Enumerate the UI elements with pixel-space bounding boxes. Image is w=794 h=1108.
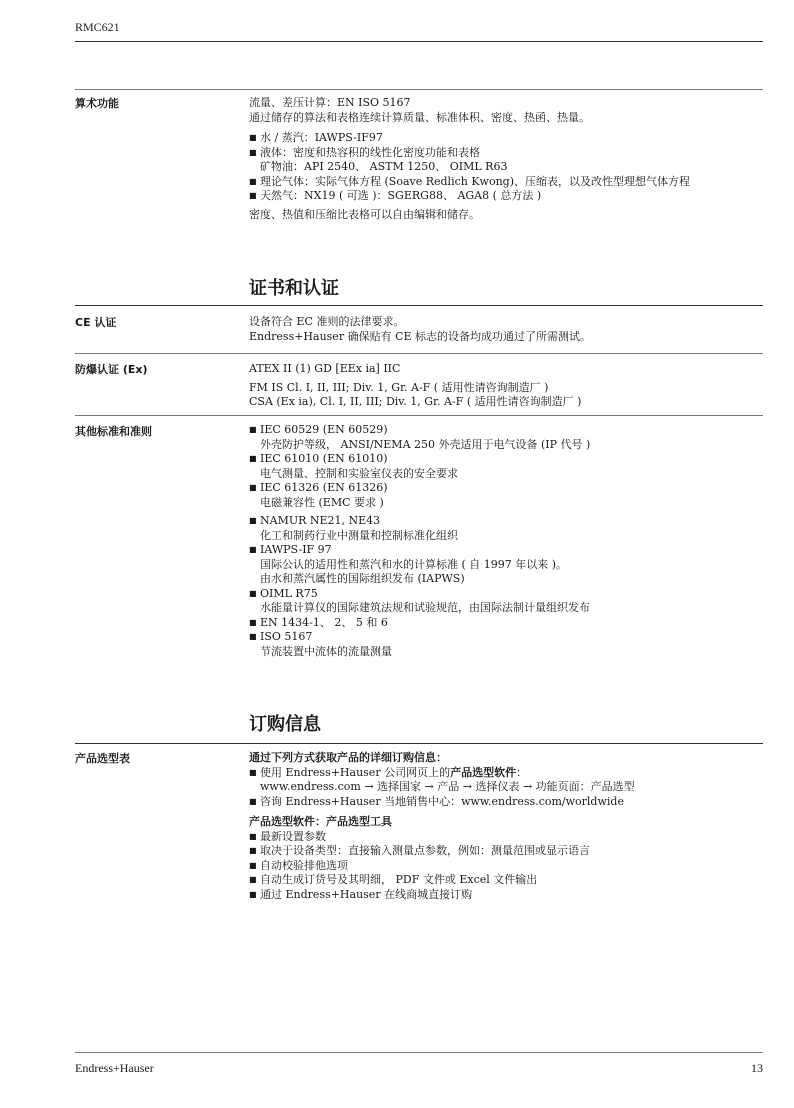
row-divider bbox=[75, 353, 763, 354]
footer-rule bbox=[75, 1052, 763, 1053]
arith-list bbox=[249, 131, 763, 204]
list-item: ■ ISO 5167 节流装置中流体的流量测量 bbox=[249, 630, 763, 659]
ex-line: ATEX II (1) GD [EEx ia] IIC bbox=[249, 362, 401, 375]
list-item: ■ 取决于设备类型：直接输入测量点参数，例如：测量范围或显示语言 bbox=[249, 844, 763, 859]
list-item: ■ 天然气：NX19 ( 可选 )：SGERG88、 AGA8 ( 总方法 ) bbox=[249, 189, 763, 204]
section-title-ordering: 订购信息 bbox=[249, 714, 321, 735]
row-divider bbox=[75, 415, 763, 416]
standards-list bbox=[249, 423, 763, 510]
list-item: ■ 咨询 Endress+Hauser 当地销售中心：www.endress.com/worldwide bbox=[249, 795, 763, 810]
ex-content bbox=[249, 362, 763, 410]
row-divider bbox=[75, 89, 763, 90]
arith-line: 流量、差压计算：EN ISO 5167 bbox=[249, 96, 411, 109]
configurator-list bbox=[249, 830, 763, 903]
list-item: ■ IEC 61326 (EN 61326) 电磁兼容性 (EMC 要求 ) bbox=[249, 481, 763, 510]
ce-line: 设备符合 EC 准则的法律要求。 bbox=[249, 315, 405, 328]
other-standards-content bbox=[249, 423, 763, 659]
ordering-content bbox=[249, 751, 763, 902]
list-item: ■ 水 / 蒸汽：IAWPS-IF97 bbox=[249, 131, 763, 146]
list-item: ■ 自动校验排他选项 bbox=[249, 859, 763, 874]
list-item: ■ 液体：密度和热容积的线性化密度功能和表格 矿物油：API 2540、 ASTM 1250、 OIML R63 bbox=[249, 146, 763, 175]
list-item: ■ OIML R75 水能量计算仪的国际建筑法规和试验规范，由国际法制计量组织发布 bbox=[249, 587, 763, 616]
list-item: ■ 通过 Endress+Hauser 在线商城直接订购 bbox=[249, 888, 763, 903]
ce-label: CE 认证 bbox=[75, 316, 117, 329]
footer-company: Endress+Hauser bbox=[75, 1061, 154, 1075]
section-rule bbox=[75, 305, 763, 306]
other-standards-label: 其他标准和准则 bbox=[75, 425, 152, 438]
ordering-intro: 通过下列方式获取产品的详细订购信息： bbox=[249, 751, 447, 764]
ex-line: CSA (Ex ia), Cl. I, II, III; Div. 1, Gr. A-F ( 适用性请咨询制造厂 ) bbox=[249, 395, 582, 408]
arith-footer-line: 密度、热值和压缩比表格可以自由编辑和储存。 bbox=[249, 207, 480, 221]
arith-content bbox=[249, 96, 763, 222]
list-item: ■ 理论气体：实际气体方程 (Soave Redlich Kwong)、压缩表，以及改性型理想气体方程 bbox=[249, 175, 763, 190]
product-structure-label: 产品选型表 bbox=[75, 752, 130, 765]
ce-line: Endress+Hauser 确保贴有 CE 标志的设备均成功通过了所需测试。 bbox=[249, 329, 592, 343]
document-title: RMC621 bbox=[75, 20, 120, 34]
list-item: ■ NAMUR NE21, NE43 化工和制药行业中测量和控制标准化组织 bbox=[249, 514, 763, 543]
configurator-title: 产品选型软件：产品选型工具 bbox=[249, 815, 392, 828]
header-rule bbox=[75, 41, 763, 42]
ex-line: FM IS Cl. I, II, III; Div. 1, Gr. A-F ( 适用性请咨询制造厂 ) bbox=[249, 380, 549, 394]
ex-label: 防爆认证 (Ex) bbox=[75, 363, 148, 376]
ordering-list bbox=[249, 766, 763, 810]
arith-label: 算术功能 bbox=[75, 97, 119, 110]
standards-list bbox=[249, 514, 763, 659]
section-title-certificates: 证书和认证 bbox=[249, 278, 339, 299]
list-item: ■ IAWPS-IF 97 国际公认的适用性和蒸汽和水的计算标准 ( 自 1997 年以来 )。 由水和蒸汽属性的国际组织发布 (IAPWS) bbox=[249, 543, 763, 587]
list-item: ■ IEC 60529 (EN 60529) 外壳防护等级， ANSI/NEMA 250 外壳适用于电气设备 (IP 代号 ) bbox=[249, 423, 763, 452]
list-item: ■ 最新设置参数 bbox=[249, 830, 763, 845]
page-number: 13 bbox=[751, 1061, 763, 1075]
list-item: ■ IEC 61010 (EN 61010) 电气测量、控制和实验室仪表的安全要求 bbox=[249, 452, 763, 481]
ce-content bbox=[249, 315, 763, 344]
list-item: ■ 使用 Endress+Hauser 公司网页上的产品选型软件： www.endress.com → 选择国家 → 产品 → 选择仪表 → 功能页面：产品选型 bbox=[249, 766, 763, 795]
section-rule bbox=[75, 743, 763, 744]
list-item: ■ 自动生成订货号及其明细， PDF 文件或 Excel 文件输出 bbox=[249, 873, 763, 888]
arith-line: 通过储存的算法和表格连续计算质量、标准体积、密度、热函、热量。 bbox=[249, 110, 590, 124]
list-item: ■ EN 1434-1、 2、 5 和 6 bbox=[249, 616, 763, 631]
